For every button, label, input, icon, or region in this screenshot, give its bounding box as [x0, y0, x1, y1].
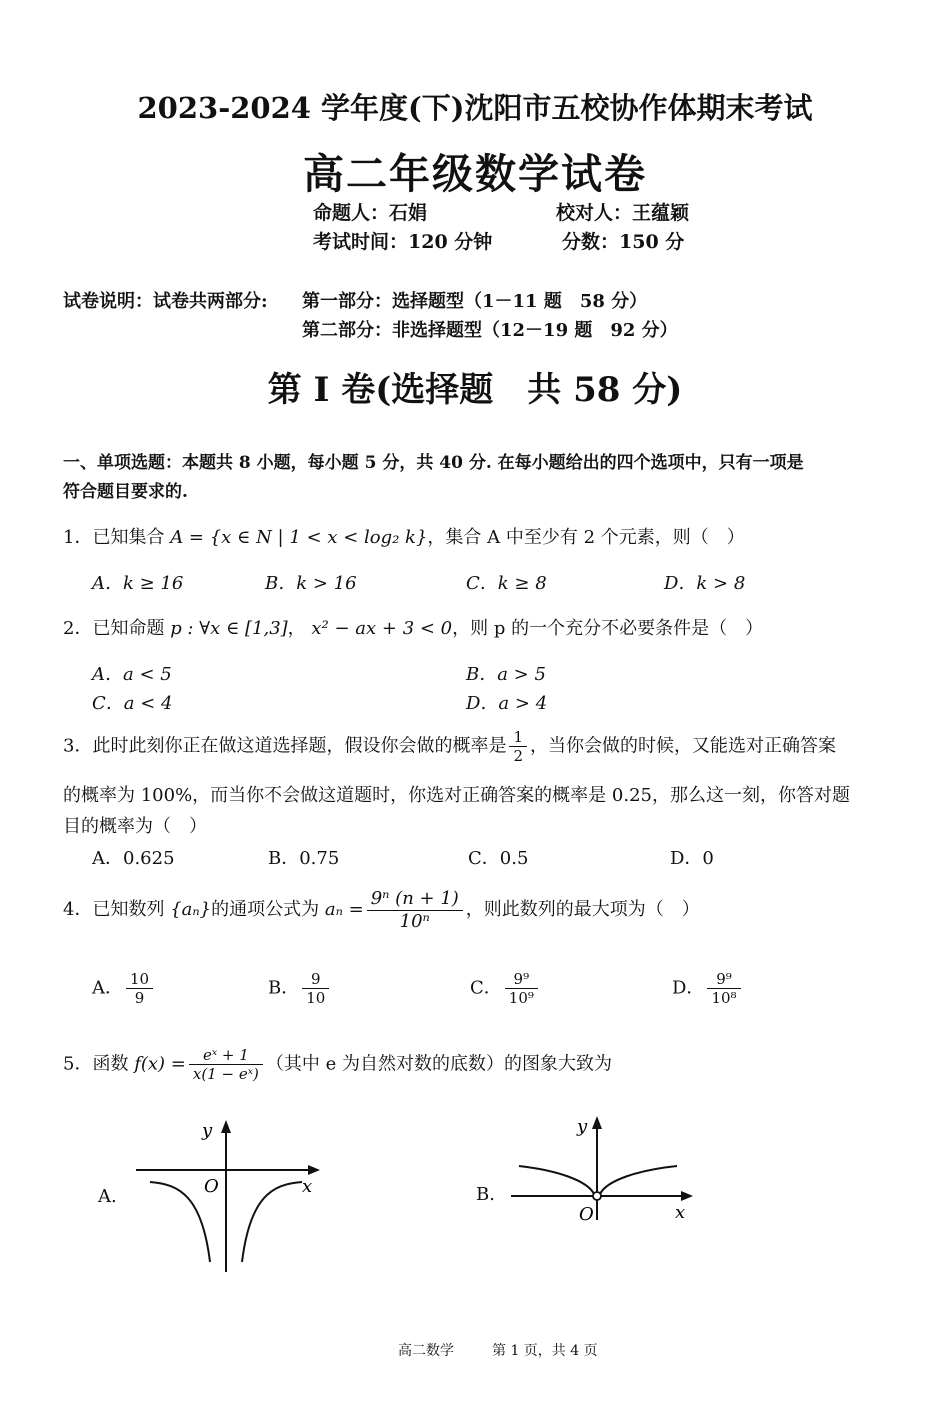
q4-option-a: A． $\frac{10}{9}$ [92, 970, 156, 1007]
question-text: 已知命题 [92, 618, 165, 639]
q3-option-b: B．0.75 [268, 848, 340, 869]
function-lhs: f(x) = [134, 1053, 186, 1075]
inequality: x² − ax + 3 < 0 [311, 618, 453, 639]
q4-option-b: B． $\frac{9}{10}$ [268, 970, 332, 1007]
origin-label: O [579, 1204, 594, 1225]
question-number: 1． [63, 527, 93, 548]
instructions-line1: 一、单项选题：本题共 8 小题，每小题 5 分，共 40 分. 在每小题给出的四个选项中，只有一项是 [63, 453, 804, 473]
question-text: 此时此刻你正在做这道选择题，假设你会做的概率是 [92, 735, 507, 757]
q1-option-c: C．k ≥ 8 [466, 573, 547, 594]
x-axis-arrow-icon [308, 1165, 320, 1175]
curve-left [519, 1166, 594, 1194]
description-part2: 第二部分：非选择题型（12－19 题 92 分） [302, 320, 678, 341]
description-label: 试卷说明：试卷共两部分: [63, 291, 268, 312]
graph-a-label: A. [98, 1186, 117, 1207]
proposition: p : ∀x ∈ [1,3] [170, 618, 288, 639]
open-circle [593, 1192, 601, 1200]
question-number: 2． [63, 618, 93, 639]
fraction-half: $\frac{1}{2}$ [509, 728, 527, 765]
question-text: ，则 p 的一个充分不必要条件是（ ） [452, 618, 764, 639]
q3-option-d: D．0 [670, 848, 714, 869]
question-number: 5． [63, 1053, 93, 1075]
section-title: 第 I 卷(选择题 共 58 分) [267, 370, 683, 410]
curve-right [242, 1182, 302, 1262]
q1-option-a: A．k ≥ 16 [92, 573, 184, 594]
q4-option-d: D． $\frac{\text{9⁹}}{\text{10⁸}}$ [672, 970, 744, 1007]
general-term-lhs: aₙ = [324, 899, 364, 921]
question-text: ，集合 A 中至少有 2 个元素，则（ ） [427, 527, 745, 548]
graph-b [505, 1108, 705, 1228]
question-text: ，则此数列的最大项为（ ） [465, 899, 700, 921]
question-text: 函数 [92, 1053, 129, 1075]
x-label: x [302, 1176, 313, 1197]
q2-option-d: D．a > 4 [466, 693, 548, 714]
description-part1: 第一部分：选择题型（1－11 题 58 分） [302, 291, 648, 312]
q1-option-d: D．k > 8 [664, 573, 746, 594]
full-score: 分数：150 分 [562, 231, 685, 253]
curve-left [150, 1182, 210, 1262]
q2-option-c: C．a < 4 [92, 693, 173, 714]
exam-title: 2023-2024 学年度(下)沈阳市五校协作体期末考试 [137, 91, 813, 125]
question-number: 4． [63, 899, 93, 921]
footer-subject: 高二数学 [398, 1343, 454, 1359]
footer-page: 第 1 页，共 4 页 [492, 1343, 598, 1359]
q2-option-a: A．a < 5 [92, 664, 172, 685]
y-axis-arrow-icon [592, 1116, 602, 1129]
proofreader: 校对人：王蕴颖 [556, 202, 690, 224]
separator: ， [287, 618, 306, 639]
setter: 命题人：石娟 [313, 202, 428, 224]
question-text: 已知数列 [92, 899, 165, 921]
graph-a [130, 1112, 330, 1277]
y-axis-arrow-icon [221, 1120, 231, 1133]
question-1 [63, 523, 745, 549]
question-text: 已知集合 [92, 527, 165, 548]
x-axis-arrow-icon [681, 1191, 693, 1201]
question-text: （其中 e 为自然对数的底数）的图象大致为 [265, 1053, 612, 1075]
y-label: y [577, 1116, 588, 1137]
general-term-fraction: $\frac{\text{9ⁿ (n + 1)}}{\text{10ⁿ}}$ [367, 888, 463, 932]
origin-label: O [204, 1176, 219, 1197]
question-text: 的通项公式为 [211, 899, 320, 921]
q3-option-a: A．0.625 [92, 848, 175, 869]
q3-option-c: C．0.5 [468, 848, 529, 869]
question-3-line3: 目的概率为（ ） [63, 816, 207, 837]
exam-time: 考试时间：120 分钟 [313, 231, 493, 253]
paper-title: 高二年级数学试卷 [303, 150, 647, 198]
question-number: 3． [63, 735, 93, 757]
x-label: x [675, 1202, 686, 1223]
y-label: y [202, 1120, 213, 1141]
graph-b-label: B. [476, 1184, 495, 1205]
q1-option-b: B．k > 16 [265, 573, 357, 594]
question-5 [63, 1046, 612, 1083]
q4-option-c: C． $\frac{\text{9⁹}}{\text{10⁹}}$ [470, 970, 541, 1007]
instructions-line2: 符合题目要求的. [63, 482, 188, 502]
sequence: {aₙ} [170, 899, 212, 921]
set-expression: A = {x ∈ N | 1 < x < log₂ k} [170, 527, 428, 548]
question-text: ，当你会做的时候，又能选对正确答案 [530, 735, 836, 757]
function-fraction: $\frac{\text{eˣ + 1}}{\text{x(1 − eˣ)}}$ [189, 1046, 263, 1083]
question-4 [63, 888, 700, 932]
question-3 [63, 728, 836, 765]
question-3-line2: 的概率为 100%，而当你不会做这道题时，你选对正确答案的概率是 0.25，那么这一刻，你答对题 [63, 785, 850, 806]
q2-option-b: B．a > 5 [466, 664, 546, 685]
curve-right [600, 1166, 677, 1194]
question-2 [63, 614, 763, 640]
